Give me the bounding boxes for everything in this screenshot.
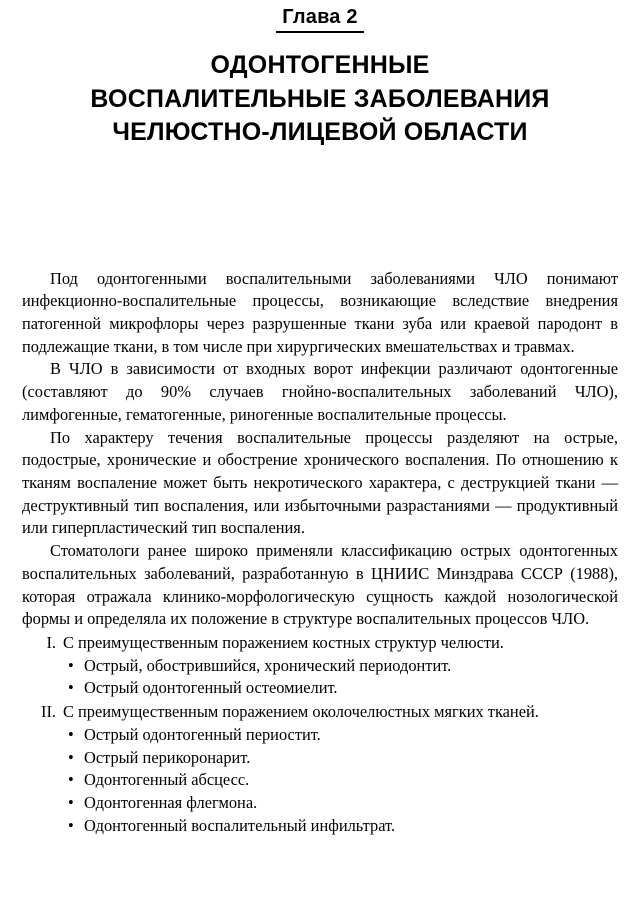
list-item bbox=[22, 792, 618, 815]
classification-heading: С преимущественным поражением околочелюстных мягких тканей. bbox=[63, 702, 539, 722]
paragraph: По характеру течения воспалительные процессы разделяют на острые, подострые, хронические и обострение хронического воспаления. По отношению к тканям воспаление может быть некротического характера, с деструкцией ткани — деструктивный тип воспаления, или избыточными разрастаниями — продуктивный или гиперпластический тип воспаления. bbox=[22, 427, 618, 538]
document-page bbox=[0, 6, 640, 902]
classification-numeral: II. bbox=[40, 702, 56, 722]
bullet-icon: • bbox=[68, 655, 74, 675]
list-item-label: Острый перикоронарит. bbox=[84, 747, 251, 767]
chapter-label-text: Глава 2 bbox=[276, 6, 363, 33]
list-item-label: Одонтогенный воспалительный инфильтрат. bbox=[84, 815, 396, 835]
paragraph: Стоматологи ранее широко применяли классификацию острых одонтогенных воспалительных заболеваний, разработанную в ЦНИИС Минздрава СССР (1988), которая отражала клинико-морфологическую сущность каждой нозологической формы и определяла их положение в структуре воспалительных процессов ЧЛО. bbox=[22, 541, 618, 629]
chapter-title-line-2: ВОСПАЛИТЕЛЬНЫЕ ЗАБОЛЕВАНИЯ bbox=[90, 84, 550, 113]
bullet-icon: • bbox=[68, 793, 74, 813]
list-item bbox=[22, 655, 618, 678]
bullet-icon: • bbox=[68, 815, 74, 835]
list-item bbox=[22, 724, 618, 747]
classification-list bbox=[22, 632, 618, 837]
classification-group bbox=[22, 701, 618, 724]
chapter-title-line-3: ЧЕЛЮСТНО-ЛИЦЕВОЙ ОБЛАСТИ bbox=[112, 118, 528, 146]
classification-numeral: I. bbox=[46, 633, 56, 652]
classification-sublist bbox=[22, 724, 618, 838]
bullet-icon: • bbox=[68, 724, 74, 744]
chapter-title bbox=[22, 49, 618, 150]
classification-group bbox=[22, 632, 618, 655]
list-item bbox=[22, 747, 618, 770]
bullet-icon: • bbox=[68, 678, 74, 698]
list-item-label: Острый, обострившийся, хронический периодонтит. bbox=[84, 655, 452, 675]
list-item-label: Острый одонтогенный остеомиелит. bbox=[84, 678, 338, 698]
paragraph: Под одонтогенными воспалительными заболеваниями ЧЛО понимают инфекционно-воспалительные процессы, возникающие вследствие внедрения патогенной микрофлоры через разрушенные ткани зуба или краевой пародонт в подлежащие ткани, в том числе при хирургических вмешательствах и травмах. bbox=[22, 268, 618, 356]
chapter-label bbox=[22, 6, 618, 33]
chapter-title-line-1: ОДОНТОГЕННЫЕ bbox=[210, 51, 430, 79]
bullet-icon: • bbox=[68, 747, 74, 767]
list-item bbox=[22, 815, 618, 838]
list-item bbox=[22, 677, 618, 700]
bullet-icon: • bbox=[68, 770, 74, 790]
list-item-label: Одонтогенный абсцесс. bbox=[84, 770, 250, 790]
paragraph: В ЧЛО в зависимости от входных ворот инфекции различают одонтогенные (составляют до 90% случаев гнойно-воспалительных заболеваний ЧЛО), лимфогенные, гематогенные, риногенные воспалительные процессы. bbox=[22, 359, 618, 424]
classification-heading: С преимущественным поражением костных структур челюсти. bbox=[63, 633, 504, 652]
list-item-label: Острый одонтогенный периостит. bbox=[84, 724, 321, 744]
list-item-label: Одонтогенная флегмона. bbox=[84, 793, 258, 813]
classification-sublist bbox=[22, 655, 618, 700]
list-item bbox=[22, 769, 618, 792]
body-text bbox=[22, 268, 618, 838]
